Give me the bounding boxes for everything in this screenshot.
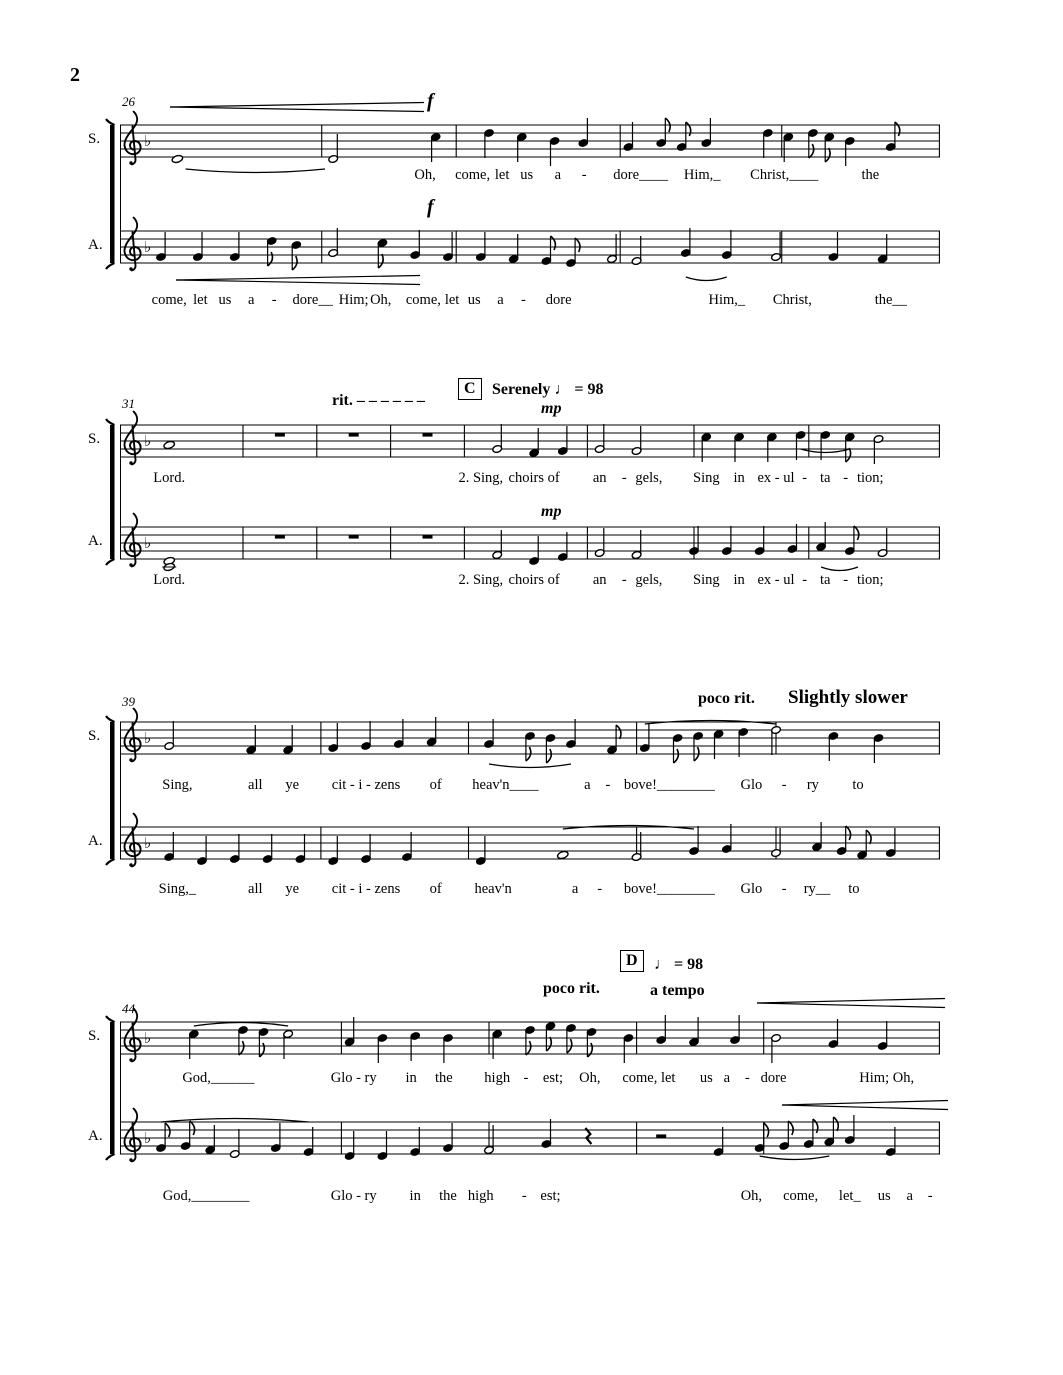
- lyric-syllable: 2. Sing,: [458, 572, 504, 588]
- flat-sign: ♭: [144, 1029, 152, 1047]
- lyric-syllable: -: [621, 470, 627, 486]
- lyric-syllable: of: [429, 777, 442, 793]
- notes: [162, 522, 888, 572]
- poco-rit-marking-2: poco rit.: [543, 980, 600, 997]
- alto-lyrics: [120, 572, 940, 592]
- lyric-syllable: let_: [838, 1188, 861, 1204]
- lyric-syllable: -: [781, 881, 787, 897]
- measure-number: 44: [122, 1001, 135, 1016]
- alto-lyrics: [120, 881, 940, 901]
- lyric-syllable: a: [723, 1070, 731, 1086]
- lyric-syllable: Oh,: [740, 1188, 763, 1204]
- alto-forte-dynamic: f: [427, 196, 434, 218]
- tempo-slightly-slower: Slightly slower: [788, 687, 908, 708]
- lyric-syllable: -: [781, 777, 787, 793]
- system-barline: [120, 1022, 121, 1154]
- lyric-syllable: -: [597, 881, 603, 897]
- flat-sign: ♭: [144, 534, 152, 552]
- slur: [489, 764, 571, 768]
- alto-label: A.: [88, 237, 103, 253]
- lyric-syllable: gels,: [635, 470, 663, 486]
- lyric-syllable: a: [497, 292, 504, 308]
- lyric-syllable: come, let: [622, 1070, 676, 1086]
- slur: [760, 1156, 830, 1160]
- measure-number: 26: [122, 94, 135, 109]
- lyric-syllable: a: [571, 881, 579, 897]
- lyric-syllable: let: [193, 292, 208, 308]
- lyric-syllable: choirs of: [508, 572, 560, 588]
- staff-lines: [120, 231, 940, 263]
- lyric-syllable: an: [592, 470, 607, 486]
- soprano-lyrics: [120, 1070, 940, 1090]
- lyric-syllable: est;: [542, 1070, 564, 1086]
- lyric-syllable: -: [802, 572, 808, 588]
- lyric-syllable: come,: [151, 292, 187, 308]
- lyric-syllable: ry__: [803, 881, 831, 897]
- lyric-syllable: bove!________: [623, 777, 715, 793]
- lyric-syllable: ex - ul: [757, 470, 795, 486]
- soprano-lyrics: [120, 470, 940, 490]
- alto-mp-dynamic: mp: [541, 503, 562, 520]
- lyric-syllable: ye: [285, 777, 300, 793]
- staff-lines: [120, 125, 940, 157]
- lyric-syllable: of: [429, 881, 442, 897]
- lyric-syllable: Lord.: [153, 470, 186, 486]
- lyric-syllable: 2. Sing,: [458, 470, 504, 486]
- flat-sign: ♭: [144, 729, 152, 747]
- alto-staff: [120, 511, 940, 575]
- slur: [801, 449, 850, 453]
- lyric-syllable: come,: [783, 1188, 819, 1204]
- lyric-syllable: heav'n____: [472, 777, 539, 793]
- alto-staff: [120, 811, 940, 875]
- poco-rit-marking: poco rit.: [698, 690, 755, 707]
- lyric-syllable: God,______: [182, 1070, 255, 1086]
- lyric-syllable: the: [861, 167, 880, 183]
- lyric-syllable: Christ,____: [750, 167, 819, 183]
- lyric-syllable: us: [520, 167, 534, 183]
- lyric-syllable: -: [523, 1070, 529, 1086]
- lyric-syllable: God,________: [162, 1188, 250, 1204]
- lyric-syllable: high: [484, 1070, 511, 1086]
- lyric-syllable: gels,: [635, 572, 663, 588]
- lyric-syllable: cit - i - zens: [331, 777, 401, 793]
- soprano-staff: [120, 706, 940, 770]
- lyric-syllable: -: [927, 1188, 933, 1204]
- lyric-syllable: Sing,: [162, 777, 193, 793]
- rit-marking: rit. – – – – – –: [332, 392, 425, 409]
- lyric-syllable: us: [877, 1188, 891, 1204]
- lyric-syllable: a: [247, 292, 255, 308]
- lyric-syllable: let: [444, 292, 460, 308]
- a-tempo-marking: a tempo: [650, 982, 705, 999]
- lyric-syllable: us: [467, 292, 481, 308]
- lyric-syllable: to: [848, 881, 860, 897]
- rehearsal-mark-d: D: [620, 950, 644, 972]
- page-number: 2: [70, 64, 80, 86]
- lyric-syllable: dore____: [613, 167, 669, 183]
- slur: [686, 277, 727, 281]
- lyric-syllable: Sing: [693, 470, 720, 486]
- lyric-syllable: -: [744, 1070, 750, 1086]
- lyric-syllable: dore: [545, 292, 572, 308]
- lyric-syllable: Glo: [740, 881, 763, 897]
- soprano-label: S.: [88, 728, 101, 744]
- slur: [821, 567, 858, 571]
- lyric-syllable: Oh,: [414, 167, 436, 183]
- lyric-syllable: ta: [819, 470, 831, 486]
- lyric-syllable: Glo - ry: [330, 1070, 377, 1086]
- lyric-syllable: ry: [806, 777, 819, 793]
- lyric-syllable: a: [906, 1188, 913, 1204]
- lyric-syllable: all: [248, 881, 263, 897]
- lyric-syllable: high: [467, 1188, 494, 1204]
- system-bracket: [103, 1017, 117, 1159]
- alto-lyrics: [120, 1188, 940, 1208]
- soprano-staff: [120, 109, 940, 173]
- alto-staff: [120, 215, 940, 279]
- lyric-syllable: a: [554, 167, 562, 183]
- alto-label: A.: [88, 533, 103, 549]
- lyric-syllable: dore__: [292, 292, 333, 308]
- lyric-syllable: come,: [455, 167, 491, 183]
- system-bracket: [103, 120, 117, 268]
- lyric-syllable: in: [405, 1070, 417, 1086]
- lyric-syllable: in: [733, 470, 745, 486]
- soprano-lyrics: [120, 777, 940, 797]
- lyric-syllable: dore: [760, 1070, 787, 1086]
- slur: [194, 1023, 288, 1027]
- flat-sign: ♭: [144, 1129, 152, 1147]
- system-bracket: [103, 717, 117, 864]
- rehearsal-mark-c: C: [458, 378, 482, 400]
- lyric-syllable: -: [271, 292, 277, 308]
- lyric-syllable: in: [733, 572, 745, 588]
- notes: [156, 228, 888, 270]
- soprano-label: S.: [88, 131, 101, 147]
- system-bracket: [103, 420, 117, 564]
- lyric-syllable: -: [521, 1188, 527, 1204]
- lyric-syllable: Him,_: [683, 167, 721, 183]
- lyric-syllable: Lord.: [153, 572, 186, 588]
- lyric-syllable: us: [218, 292, 232, 308]
- lyric-syllable: Oh,: [370, 292, 392, 308]
- lyric-syllable: cit - i - zens: [331, 881, 401, 897]
- lyric-syllable: ta: [819, 572, 831, 588]
- tempo-serenely: Serenely ♩ = 98: [492, 381, 604, 398]
- lyric-syllable: -: [521, 292, 526, 308]
- lyric-syllable: Christ,: [772, 292, 812, 308]
- soprano-forte-dynamic: f: [427, 90, 434, 112]
- staff-lines: [120, 827, 940, 859]
- lyric-syllable: -: [605, 777, 611, 793]
- lyric-syllable: choirs of: [508, 470, 560, 486]
- lyric-syllable: ye: [285, 881, 300, 897]
- lyric-syllable: Glo - ry: [330, 1188, 377, 1204]
- lyric-syllable: -: [621, 572, 627, 588]
- flat-sign: ♭: [144, 132, 152, 150]
- metronome-98: ♩ = 98: [654, 956, 704, 973]
- lyric-syllable: the__: [874, 292, 907, 308]
- lyric-syllable: Him,_: [708, 292, 746, 308]
- system-barline: [120, 125, 121, 263]
- soprano-lyrics: [120, 167, 940, 187]
- lyric-syllable: bove!________: [623, 881, 715, 897]
- lyric-syllable: -: [802, 470, 808, 486]
- slur: [161, 1119, 309, 1123]
- lyric-syllable: -: [581, 167, 587, 183]
- soprano-staff: [120, 1006, 940, 1070]
- lyric-syllable: a: [584, 777, 591, 793]
- lyric-syllable: -: [843, 572, 849, 588]
- alto-label: A.: [88, 833, 103, 849]
- lyric-syllable: heav'n: [474, 881, 512, 897]
- soprano-label: S.: [88, 431, 101, 447]
- measure-number: 31: [122, 396, 135, 411]
- alto-lyrics: [120, 292, 940, 312]
- lyric-syllable: Sing,_: [158, 881, 197, 897]
- lyric-syllable: Sing: [693, 572, 720, 588]
- soprano-mp-dynamic: mp: [541, 400, 562, 417]
- lyric-syllable: to: [852, 777, 864, 793]
- lyric-syllable: tion;: [857, 572, 884, 588]
- lyric-syllable: est;: [540, 1188, 561, 1204]
- alto-label: A.: [88, 1128, 103, 1144]
- lyric-syllable: ex - ul: [757, 572, 795, 588]
- lyric-syllable: an: [592, 572, 607, 588]
- system-barline: [120, 425, 121, 559]
- alto-staff: [120, 1106, 940, 1170]
- soprano-staff: [120, 409, 940, 473]
- flat-sign: ♭: [144, 432, 152, 450]
- lyric-syllable: Him;: [338, 292, 369, 308]
- lyric-syllable: all: [248, 777, 263, 793]
- lyric-syllable: the: [439, 1188, 457, 1204]
- lyric-syllable: Him; Oh,: [859, 1070, 915, 1086]
- lyric-syllable: Oh,: [579, 1070, 601, 1086]
- notes: [163, 424, 884, 464]
- measure-number: 39: [122, 694, 135, 709]
- lyric-syllable: us: [699, 1070, 713, 1086]
- flat-sign: ♭: [144, 834, 152, 852]
- lyric-syllable: in: [409, 1188, 421, 1204]
- system-barline: [120, 722, 121, 859]
- lyric-syllable: -: [843, 470, 849, 486]
- flat-sign: ♭: [144, 238, 152, 256]
- lyric-syllable: the: [435, 1070, 453, 1086]
- soprano-label: S.: [88, 1028, 101, 1044]
- lyric-syllable: come,: [405, 292, 441, 308]
- lyric-syllable: tion;: [857, 470, 884, 486]
- lyric-syllable: let: [494, 167, 510, 183]
- lyric-syllable: Glo: [740, 777, 763, 793]
